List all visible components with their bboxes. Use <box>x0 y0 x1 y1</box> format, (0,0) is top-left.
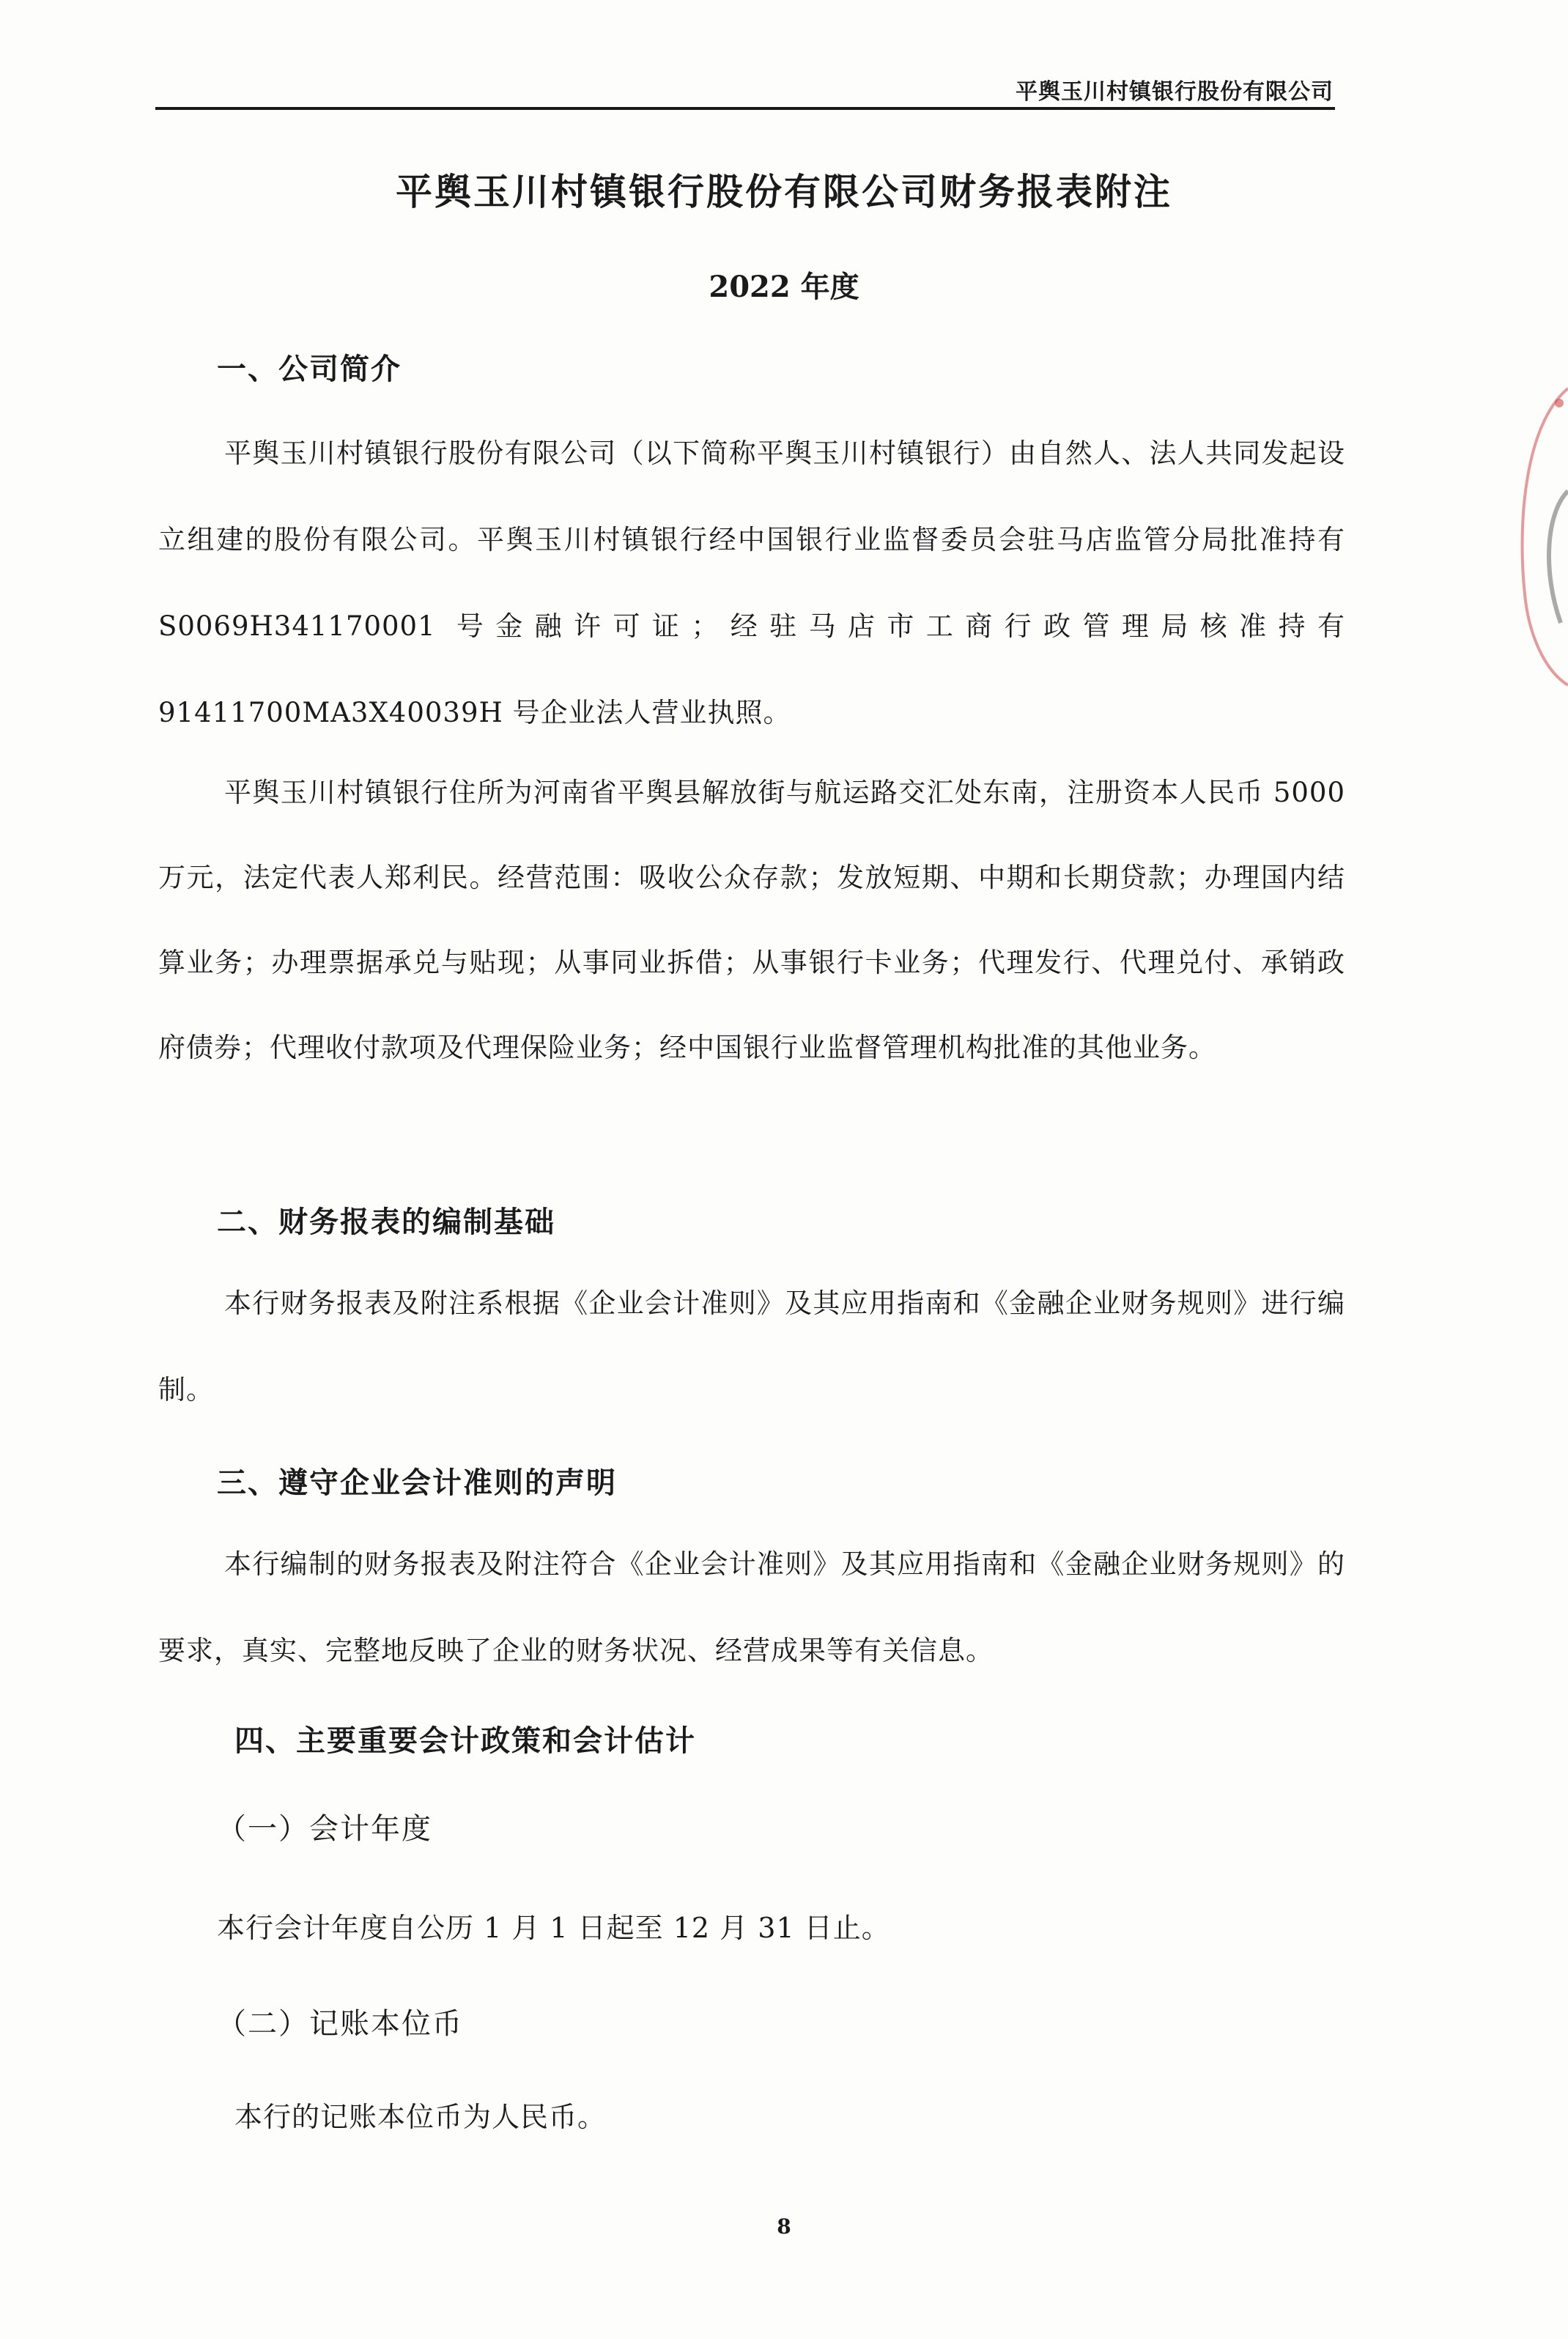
currency-text: 本行的记账本位币为人民币。 <box>234 2101 607 2133</box>
intro-paragraph-2: 平舆玉川村镇银行住所为河南省平舆县解放街与航运路交汇处东南，注册资本人民币 5000 万元，法定代表人郑利民。经营范围：吸收公众存款；发放短期、中期和长期贷款；办理国内结算业务；办理票据承兑与贴现；从事同业拆借；从事银行卡业务；代理发行、代理兑付、承销政府债券；代理收付款项及代理保险业务；经中国银行业监督管理机构批准的其他业务。 <box>158 777 1345 1063</box>
intro-paragraph-1: 平舆玉川村镇银行股份有限公司（以下简称平舆玉川村镇银行）由自然人、法人共同发起设立组建的股份有限公司。平舆玉川村镇银行经中国银行业监督委员会驻马店监管分局批准持有 S0069H341170001 号金融许可证；经驻马店市工商行政管理局核准持有 91411700MA3X40039H 号企业法人营业执照。 <box>158 437 1345 728</box>
document-title: 平舆玉川村镇银行股份有限公司财务报表附注 <box>396 170 1172 213</box>
subsection-heading-fiscal-year: （一）会计年度 <box>217 1812 432 1846</box>
page-number: 8 <box>777 2214 791 2239</box>
fiscal-year-text: 本行会计年度自公历 1 月 1 日起至 12 月 31 日止。 <box>217 1912 890 1944</box>
section-heading-compliance: 三、遵守企业会计准则的声明 <box>217 1466 617 1500</box>
subsection-heading-currency: （二）记账本位币 <box>217 2007 463 2041</box>
header-rule <box>155 107 1335 110</box>
section-heading-intro: 一、公司简介 <box>217 352 402 386</box>
section-heading-policies: 四、主要重要会计政策和会计估计 <box>234 1723 696 1758</box>
section-heading-basis: 二、财务报表的编制基础 <box>217 1205 555 1239</box>
compliance-paragraph: 本行编制的财务报表及附注符合《企业会计准则》及其应用指南和《金融企业财务规则》的要求，真实、完整地反映了企业的财务状况、经营成果等有关信息。 <box>158 1548 1345 1666</box>
running-header: 平舆玉川村镇银行股份有限公司 <box>1016 79 1334 105</box>
seal-fragment <box>1517 381 1568 689</box>
document-year: 2022 年度 <box>709 270 859 304</box>
basis-paragraph: 本行财务报表及附注系根据《企业会计准则》及其应用指南和《金融企业财务规则》进行编制。 <box>158 1287 1345 1405</box>
